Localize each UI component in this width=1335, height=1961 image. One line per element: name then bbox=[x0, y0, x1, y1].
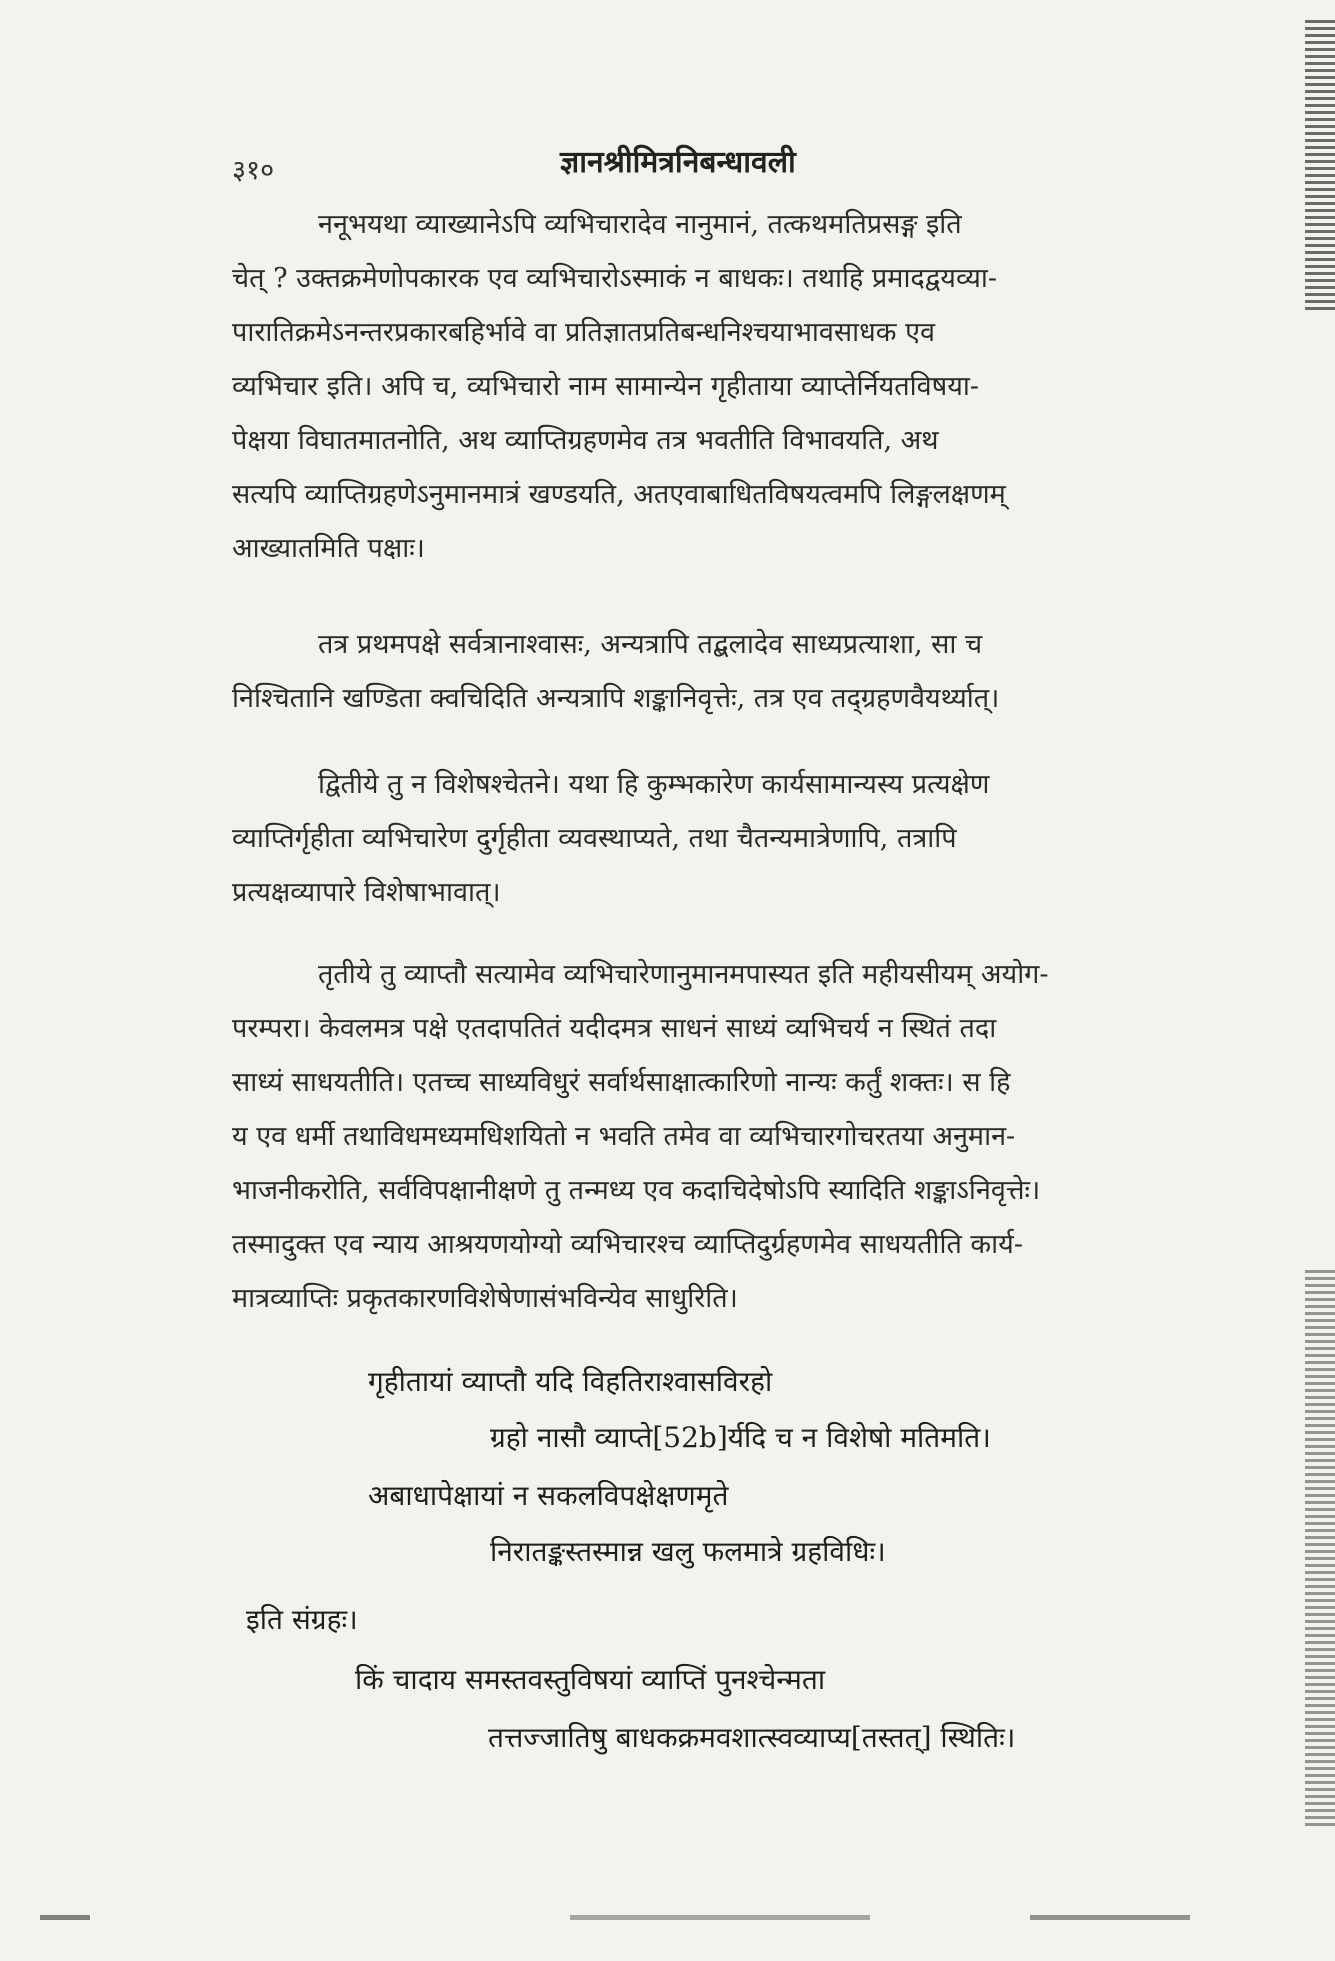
verse-line: अबाधापेक्षायां न सकलविपक्षेक्षणमृते bbox=[368, 1479, 729, 1512]
paragraph-4 bbox=[232, 948, 1172, 1326]
paragraph-2 bbox=[232, 618, 1172, 726]
text-line: तस्मादुक्त एव न्याय आश्रयणयोग्यो व्यभिचारश्च व्याप्तिदुर्ग्रहणमेव साधयतीति कार्य- bbox=[232, 1229, 1023, 1260]
text-line: निश्चितानि खण्डिता क्वचिदिति अन्यत्रापि शङ्कानिवृत्तेः, तत्र एव तद्ग्रहणवैयर्थ्यात्। bbox=[232, 683, 1000, 714]
text-line: पेक्षया विघातमातनोति, अथ व्याप्तिग्रहणमेव तत्र भवतीति विभावयति, अथ bbox=[232, 425, 939, 456]
text-line: मात्रव्याप्तिः प्रकृतकारणविशेषेणासंभविन्येव साधुरिति। bbox=[232, 1283, 738, 1314]
text-line: द्वितीये तु न विशेषश्चेतने। यथा हि कुम्भकारेण कार्यसामान्यस्य प्रत्यक्षेण bbox=[318, 769, 990, 800]
scan-noise bbox=[570, 1915, 870, 1920]
text-line: भाजनीकरोति, सर्वविपक्षानीक्षणे तु तन्मध्य एव कदाचिदेषोऽपि स्यादिति शङ्काऽनिवृत्तेः। bbox=[232, 1175, 1041, 1206]
scan-noise bbox=[40, 1915, 90, 1920]
text-line: तृतीये तु व्याप्तौ सत्यामेव व्यभिचारेणानुमानमपास्यत इति महीयसीयम् अयोग- bbox=[318, 959, 1049, 990]
text-line: व्यभिचार इति। अपि च, व्यभिचारो नाम सामान्येन गृहीताया व्याप्तेर्नियतविषया- bbox=[232, 371, 980, 402]
scan-edge-mark-bottom bbox=[1305, 1270, 1335, 1830]
paragraph-1 bbox=[232, 198, 1172, 576]
text-line: ननूभयथा व्याख्यानेऽपि व्यभिचारादेव नानुमानं, तत्कथमतिप्रसङ्ग इति bbox=[318, 209, 962, 240]
running-title: ज्ञानश्रीमित्रनिबन्धावली bbox=[560, 145, 796, 180]
scan-noise bbox=[1030, 1915, 1190, 1920]
text-line: य एव धर्मी तथाविधमध्यमधिशयितो न भवति तमेव वा व्यभिचारगोचरतया अनुमान- bbox=[232, 1121, 1016, 1152]
text-line: पारातिक्रमेऽनन्तरप्रकारबहिर्भावे वा प्रतिज्ञातप्रतिबन्धनिश्चयाभावसाधक एव bbox=[232, 317, 936, 348]
text-line: आख्यातमिति पक्षाः। bbox=[232, 533, 425, 564]
text-line: परम्परा। केवलमत्र पक्षे एतदापतितं यदीदमत्र साधनं साध्यं व्यभिचर्य न स्थितं तदा bbox=[232, 1013, 997, 1044]
text-line: व्याप्तिर्गृहीता व्यभिचारेण दुर्गृहीता व्यवस्थाप्यते, तथा चैतन्यमात्रेणापि, तत्रापि bbox=[232, 823, 957, 854]
text-line: चेत् ? उक्तक्रमेणोपकारक एव व्यभिचारोऽस्माकं न बाधकः। तथाहि प्रमादद्वयव्या- bbox=[232, 263, 997, 294]
text-line: तत्र प्रथमपक्षे सर्वत्रानाश्वासः, अन्यत्रापि तद्बलादेव साध्यप्रत्याशा, सा च bbox=[318, 629, 983, 660]
collection-note: इति संग्रहः। bbox=[246, 1603, 358, 1636]
verse-line: किं चादाय समस्तवस्तुविषयां व्याप्तिं पुनश्चेन्मता bbox=[355, 1663, 826, 1696]
text-line: प्रत्यक्षव्यापारे विशेषाभावात्। bbox=[232, 877, 501, 908]
scan-edge-mark-top bbox=[1305, 20, 1335, 310]
paragraph-3 bbox=[232, 758, 1172, 920]
text-line: सत्यपि व्याप्तिग्रहणेऽनुमानमात्रं खण्डयति, अतएवाबाधितविषयत्वमपि लिङ्गलक्षणम् bbox=[232, 479, 1006, 510]
verse-line: निरातङ्कस्तस्मान्न खलु फलमात्रे ग्रहविधिः। bbox=[490, 1535, 886, 1568]
page-number: ३१० bbox=[232, 155, 275, 186]
verse-line: तत्तज्जातिषु बाधकक्रमवशात्स्वव्याप्य[तस्तत्] स्थितिः। bbox=[488, 1721, 1016, 1754]
text-line: साध्यं साधयतीति। एतच्च साध्यविधुरं सर्वार्थसाक्षात्कारिणो नान्यः कर्तुं शक्तः। स हि bbox=[232, 1067, 1011, 1098]
verse-line: ग्रहो नासौ व्याप्ते[52b]र्यदि च न विशेषो मतिमति। bbox=[490, 1421, 991, 1454]
verse-line: गृहीतायां व्याप्तौ यदि विहतिराश्वासविरहो bbox=[368, 1365, 773, 1398]
